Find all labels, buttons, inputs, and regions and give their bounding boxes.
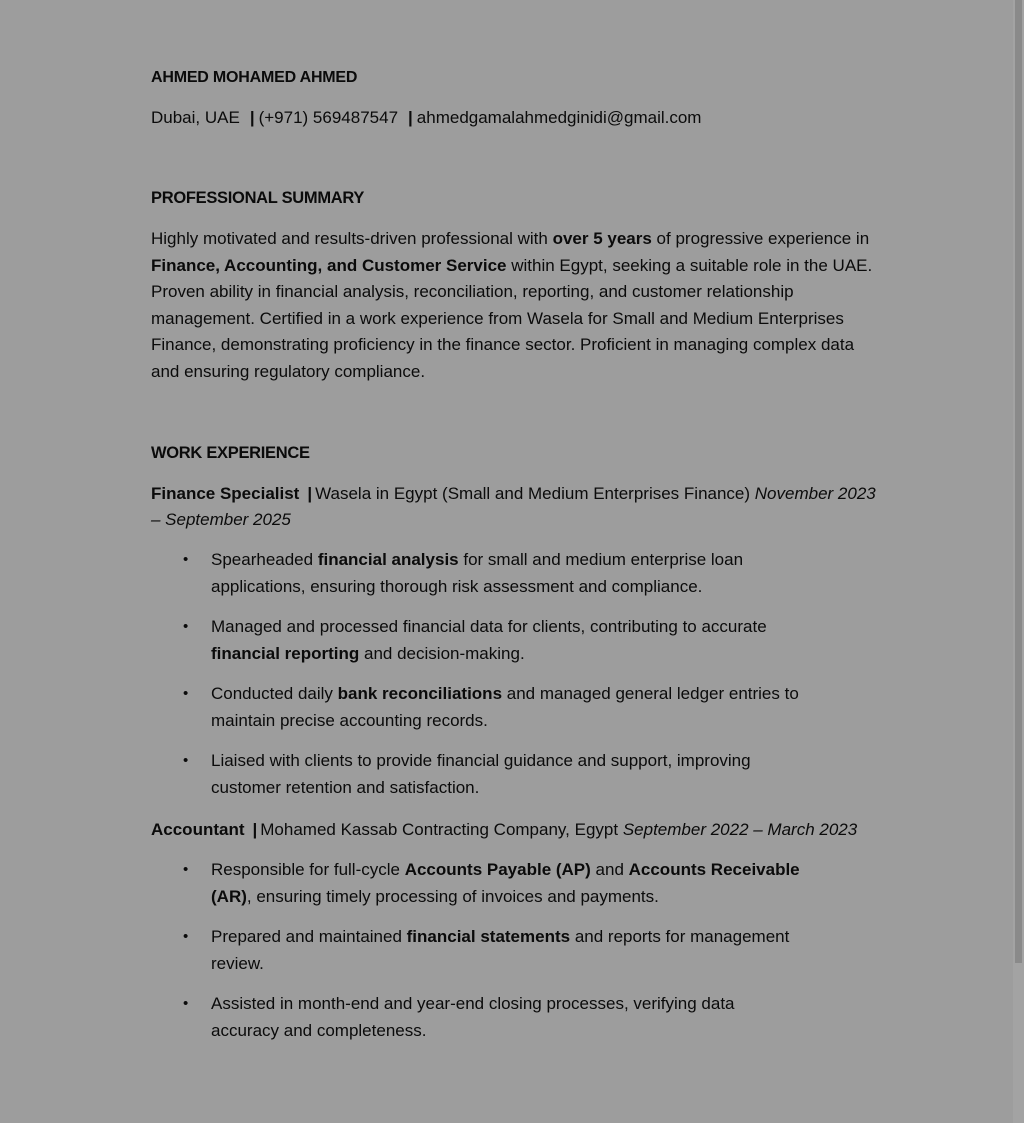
bullet-text <box>211 860 800 906</box>
text-run: , ensuring timely processing of invoices and payments. <box>246 886 659 906</box>
bullet-text <box>211 617 767 663</box>
bullet-icon: • <box>183 618 189 635</box>
job-separator: | <box>307 484 313 503</box>
text-run: of progressive experience in <box>651 229 870 248</box>
bullet-icon: • <box>183 752 189 769</box>
bullet-icon: • <box>183 928 189 945</box>
bullet-text <box>211 684 799 730</box>
contact-separator: | <box>249 108 255 127</box>
contact-email: ahmedgamalahmedginidi@gmail.com <box>416 108 702 127</box>
text-run: Responsible for full-cycle <box>211 860 405 879</box>
job-dates: September 2022 – March 2023 <box>622 820 858 839</box>
job-entry <box>151 817 876 1044</box>
job-dates: November 2023 – September 2025 <box>151 484 876 529</box>
list-item <box>151 924 801 977</box>
text-run: Liaised with clients to provide financial guidance and support, improving customer retention and satisfaction. <box>211 751 751 797</box>
resume-content <box>151 66 876 1044</box>
scrollbar-thumb[interactable] <box>1015 0 1022 963</box>
bullet-text <box>211 550 743 596</box>
contact-phone: (+971) 569487547 <box>258 108 399 127</box>
candidate-name: AHMED MOHAMED AHMED <box>151 69 358 86</box>
job-separator: | <box>252 820 258 839</box>
job-entry <box>151 481 876 801</box>
bold-text-run: bank reconciliations <box>337 684 503 703</box>
job-role: Finance Specialist <box>151 484 300 503</box>
bold-text-run: financial reporting <box>211 643 360 663</box>
bullet-icon: • <box>183 551 189 568</box>
bullet-icon: • <box>183 861 189 878</box>
bold-text-run: financial analysis <box>317 550 459 569</box>
text-run: Spearheaded <box>211 550 318 569</box>
job-bullet-list <box>151 547 876 801</box>
text-run: for small and medium enterprise loan applications, ensuring thorough risk assessment and compliance. <box>211 550 744 596</box>
contact-line <box>151 106 876 130</box>
bullet-text <box>211 994 735 1040</box>
text-run: Highly motivated and results-driven professional with <box>151 229 553 248</box>
contact-location: Dubai, UAE <box>151 108 240 127</box>
bold-text-run: Accounts Receivable (AR) <box>211 860 800 906</box>
bullet-icon: • <box>183 685 189 702</box>
job-role: Accountant <box>151 820 245 839</box>
bold-text-run: financial statements <box>406 927 571 946</box>
job-header <box>151 817 876 843</box>
list-item <box>151 748 801 801</box>
job-company: Wasela in Egypt (Small and Medium Enterprises Finance) <box>315 484 751 503</box>
text-run: Conducted daily <box>211 684 338 703</box>
contact-separator: | <box>408 108 413 127</box>
bold-text-run: Finance, Accounting, and Customer Service <box>151 255 507 275</box>
text-run: and reports for management review. <box>211 927 790 973</box>
summary-paragraph <box>151 226 876 385</box>
bold-text-run: Accounts Payable (AP) <box>404 860 591 879</box>
list-item <box>151 614 801 667</box>
text-run: Managed and processed financial data for clients, contributing to accurate <box>211 617 767 636</box>
text-run: and <box>590 860 629 879</box>
vertical-scrollbar[interactable] <box>1013 0 1024 1123</box>
work-experience-heading: WORK EXPERIENCE <box>151 444 310 462</box>
text-run: within Egypt, seeking a suitable role in the UAE. Proven ability in financial analysis, reconciliation, reporting, and customer relationship management. Certified in a work experience from Wasela for Small and Medium Enterprises Finance, demonstrating proficiency in the finance sector. Proficient in managing complex data and ensuring regulatory compliance. <box>151 255 873 381</box>
bullet-text <box>211 927 789 973</box>
list-item <box>151 681 801 734</box>
summary-heading: PROFESSIONAL SUMMARY <box>151 189 365 207</box>
job-company: Mohamed Kassab Contracting Company, Egypt <box>260 820 619 839</box>
text-run: Assisted in month-end and year-end closing processes, verifying data accuracy and completeness. <box>211 994 735 1040</box>
bold-text-run: over 5 years <box>552 229 652 248</box>
text-run: Prepared and maintained <box>211 927 407 946</box>
text-run: and managed general ledger entries to maintain precise accounting records. <box>211 684 799 730</box>
bullet-text <box>211 751 751 797</box>
list-item <box>151 991 801 1044</box>
list-item <box>151 857 801 910</box>
job-header <box>151 481 876 533</box>
list-item <box>151 547 801 600</box>
job-bullet-list <box>151 857 876 1044</box>
bullet-icon: • <box>183 995 189 1012</box>
text-run: and decision-making. <box>359 643 525 663</box>
